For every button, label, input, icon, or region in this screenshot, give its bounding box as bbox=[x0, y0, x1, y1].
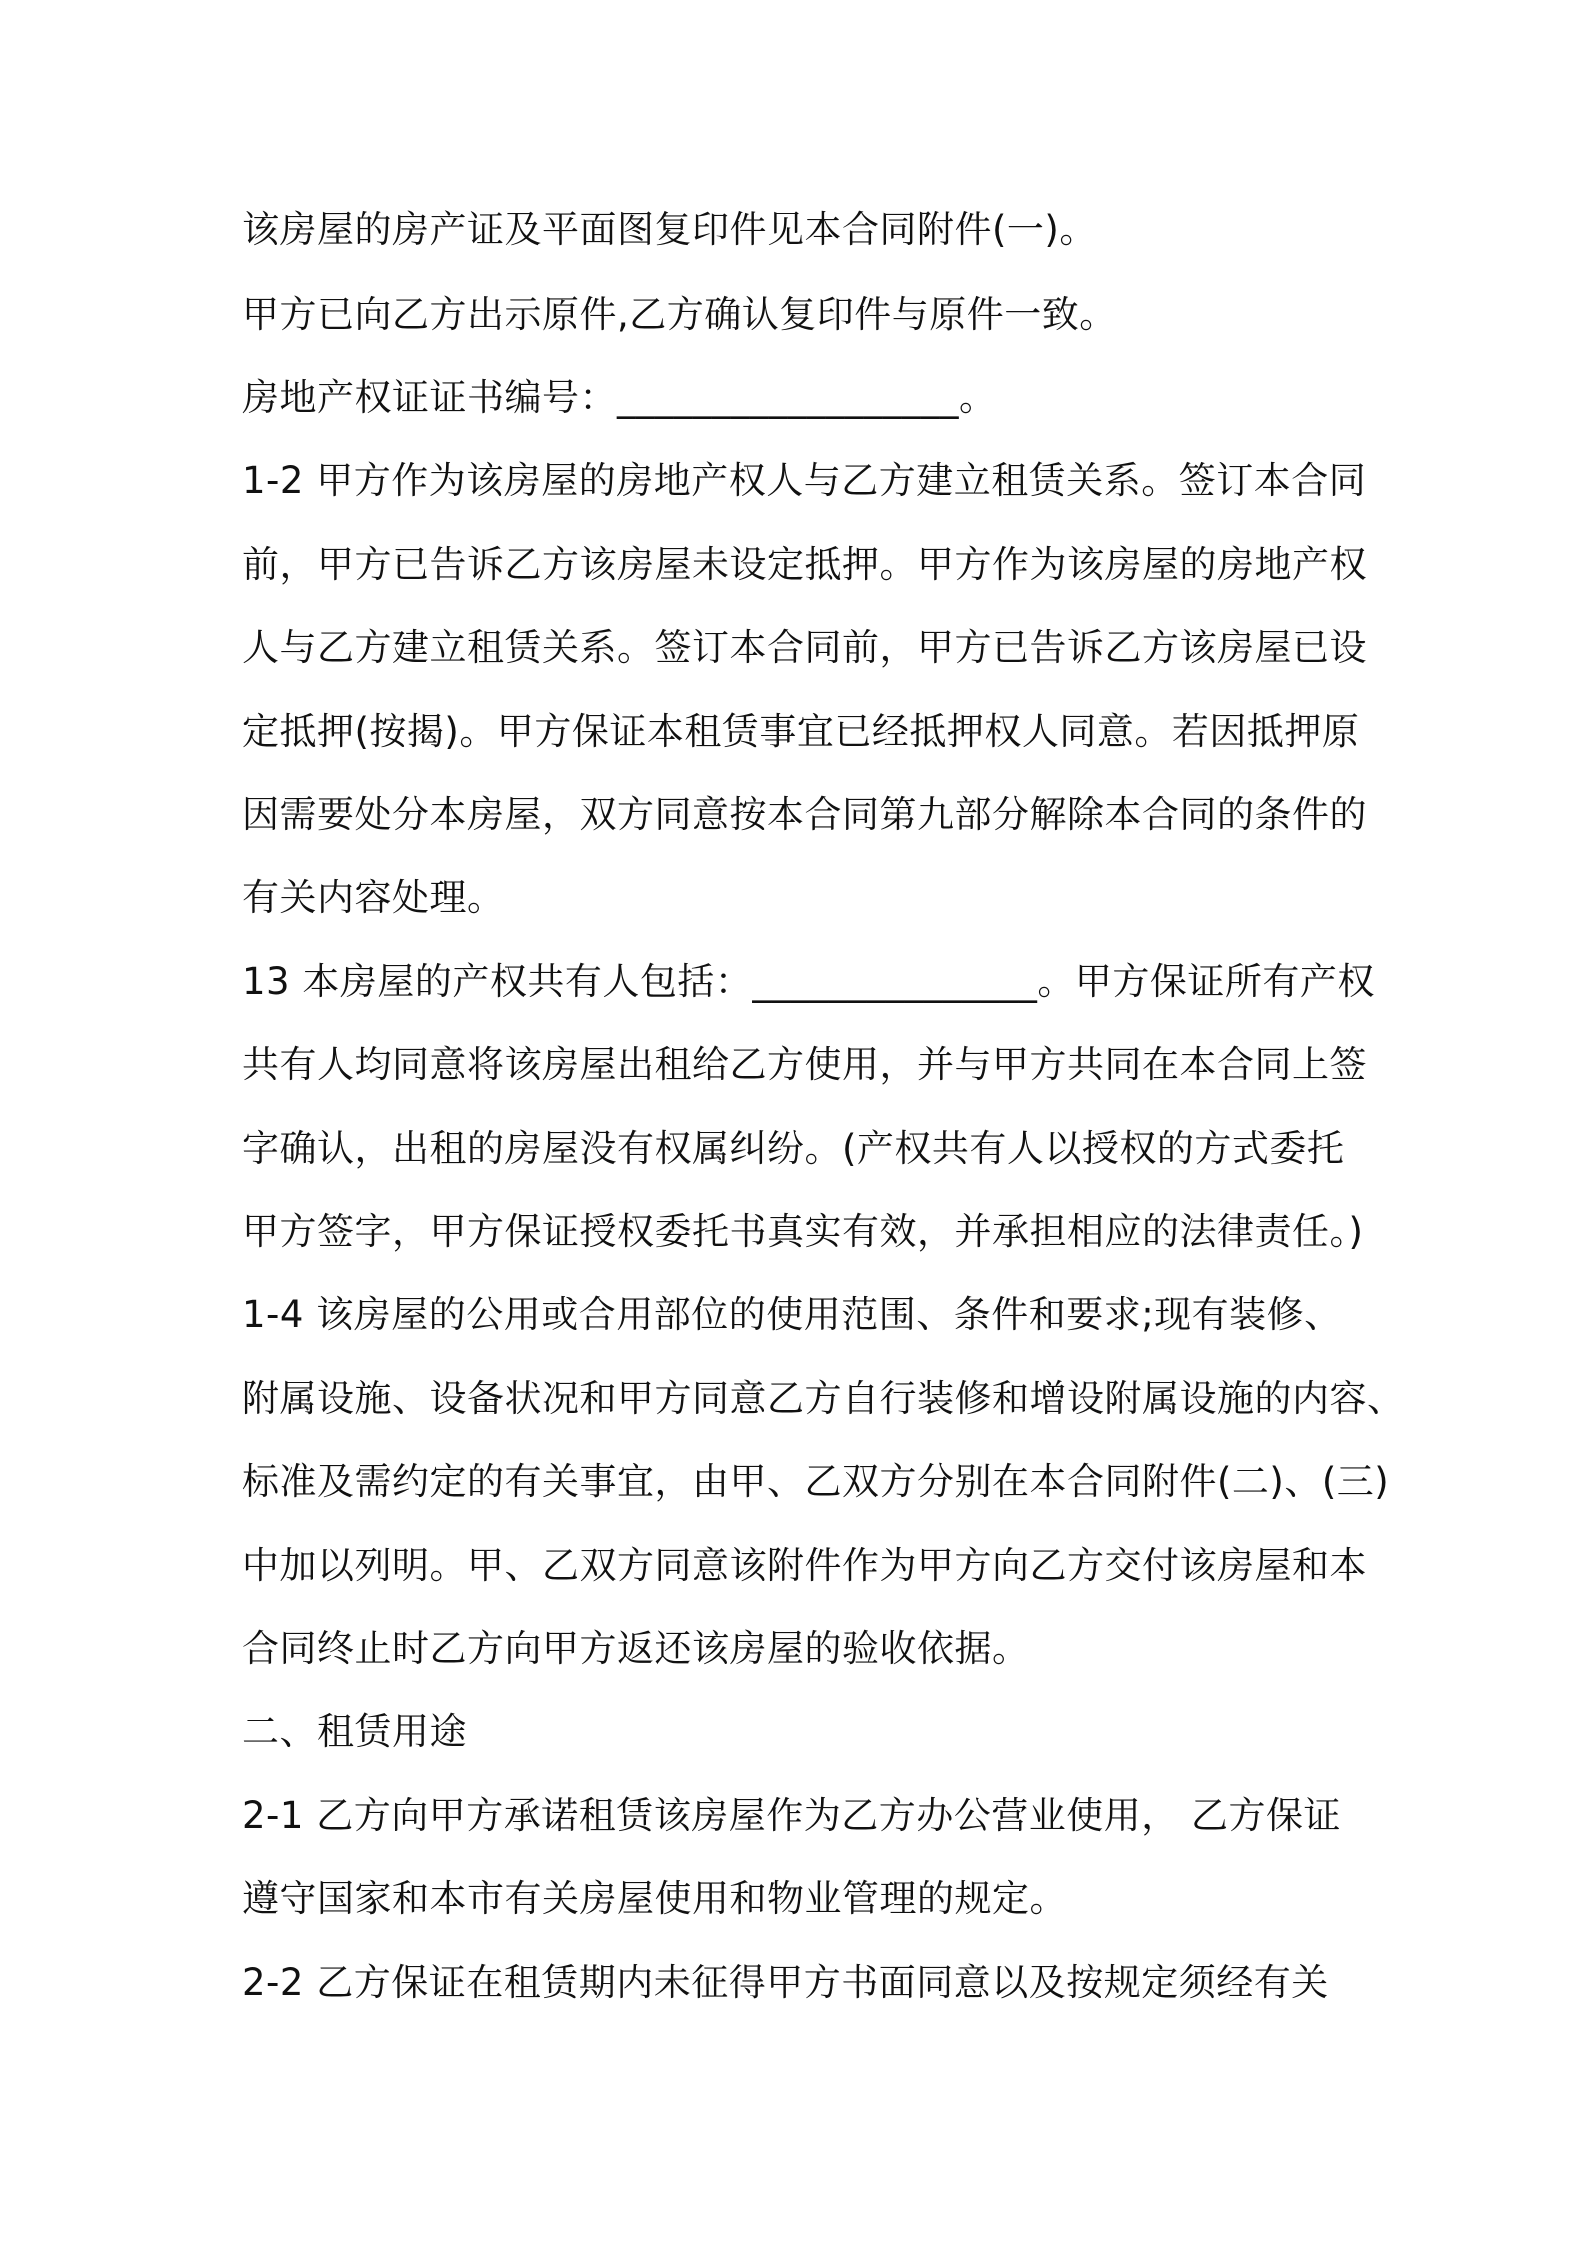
text-line: 附属设施、设备状况和甲方同意乙方自行装修和增设附属设施的内容、 bbox=[242, 1377, 1405, 1420]
section-heading: 二、租赁用途 bbox=[242, 1710, 467, 1753]
text-line: 2-2 乙方保证在租赁期内未征得甲方书面同意以及按规定须经有关 bbox=[242, 1961, 1329, 2004]
text-line: 1-2 甲方作为该房屋的房地产权人与乙方建立租赁关系。签订本合同 bbox=[242, 459, 1367, 502]
text-line: 遵守国家和本市有关房屋使用和物业管理的规定。 bbox=[242, 1877, 1067, 1920]
text-line: 该房屋的房产证及平面图复印件见本合同附件(一)。 bbox=[242, 208, 1097, 251]
text-line: 前，甲方已告诉乙方该房屋未设定抵押。甲方作为该房屋的房地产权 bbox=[242, 543, 1367, 586]
text-line: 共有人均同意将该房屋出租给乙方使用，并与甲方共同在本合同上签 bbox=[242, 1043, 1367, 1086]
text-line: 13 本房屋的产权共有人包括：_______________。甲方保证所有产权 bbox=[242, 960, 1375, 1003]
text-line: 甲方已向乙方出示原件,乙方确认复印件与原件一致。 bbox=[242, 293, 1117, 336]
text-line: 中加以列明。甲、乙双方同意该附件作为甲方向乙方交付该房屋和本 bbox=[242, 1544, 1367, 1587]
text-line: 1-4 该房屋的公用或合用部位的使用范围、条件和要求;现有装修、 bbox=[242, 1293, 1342, 1336]
text-line: 因需要处分本房屋，双方同意按本合同第九部分解除本合同的条件的 bbox=[242, 793, 1367, 836]
text-line: 字确认，出租的房屋没有权属纠纷。(产权共有人以授权的方式委托 bbox=[242, 1127, 1345, 1170]
text-line: 人与乙方建立租赁关系。签订本合同前，甲方已告诉乙方该房屋已设 bbox=[242, 626, 1367, 669]
text-line: 定抵押(按揭)。甲方保证本租赁事宜已经抵押权人同意。若因抵押原 bbox=[242, 710, 1360, 753]
text-line: 合同终止时乙方向甲方返还该房屋的验收依据。 bbox=[242, 1627, 1030, 1670]
text-line: 标准及需约定的有关事宜，由甲、乙双方分别在本合同附件(二)、(三) bbox=[242, 1460, 1390, 1503]
text-line: 有关内容处理。 bbox=[242, 876, 505, 919]
text-line: 2-1 乙方向甲方承诺租赁该房屋作为乙方办公营业使用， 乙方保证 bbox=[242, 1794, 1341, 1837]
text-line: 房地产权证证书编号：__________________。 bbox=[242, 376, 997, 419]
text-line: 甲方签字，甲方保证授权委托书真实有效，并承担相应的法律责任。) bbox=[242, 1210, 1364, 1253]
